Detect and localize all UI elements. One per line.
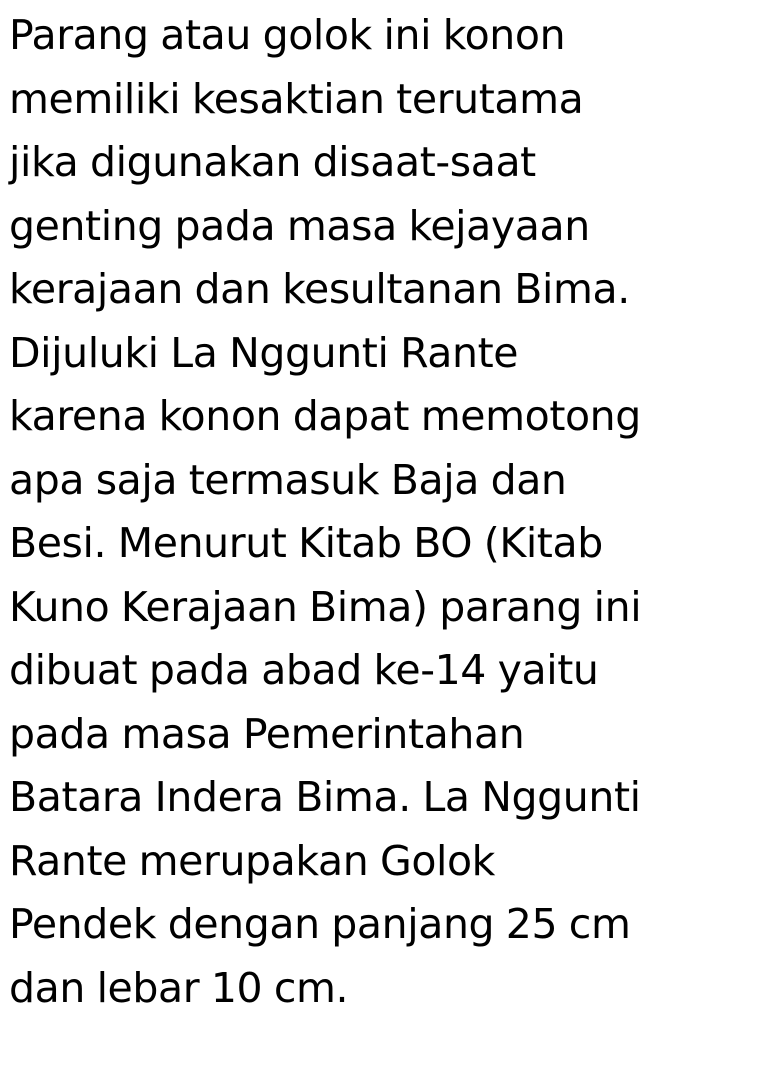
text-line-4: genting pada masa kejayaan <box>9 201 590 250</box>
text-line-16: dan lebar 10 cm. <box>9 963 349 1012</box>
text-line-7: karena konon dapat memotong <box>9 392 641 440</box>
text-line-1: Parang atau golok ini konon <box>9 11 566 59</box>
text-line-12: pada masa Pemerintahan <box>9 709 525 758</box>
text-line-3: jika digunakan disaat-saat <box>9 138 536 186</box>
text-line-5: kerajaan dan kesultanan Bima. <box>9 265 630 313</box>
text-line-10: Kuno Kerajaan Bima) parang ini <box>9 582 642 631</box>
text-line-11: dibuat pada abad ke-14 yaitu <box>9 646 599 694</box>
text-line-14: Rante merupakan Golok <box>9 836 496 885</box>
text-line-2: memiliki kesaktian terutama <box>9 74 584 123</box>
text-line-13: Batara Indera Bima. La Nggunti <box>9 773 641 821</box>
text-line-9: Besi. Menurut Kitab BO (Kitab <box>9 519 603 567</box>
paragraph-text <box>9 4 759 1020</box>
text-line-15: Pendek dengan panjang 25 cm <box>9 900 631 948</box>
text-line-8: apa saja termasuk Baja dan <box>9 455 567 504</box>
text-line-6: Dijuluki La Nggunti Rante <box>9 328 519 377</box>
